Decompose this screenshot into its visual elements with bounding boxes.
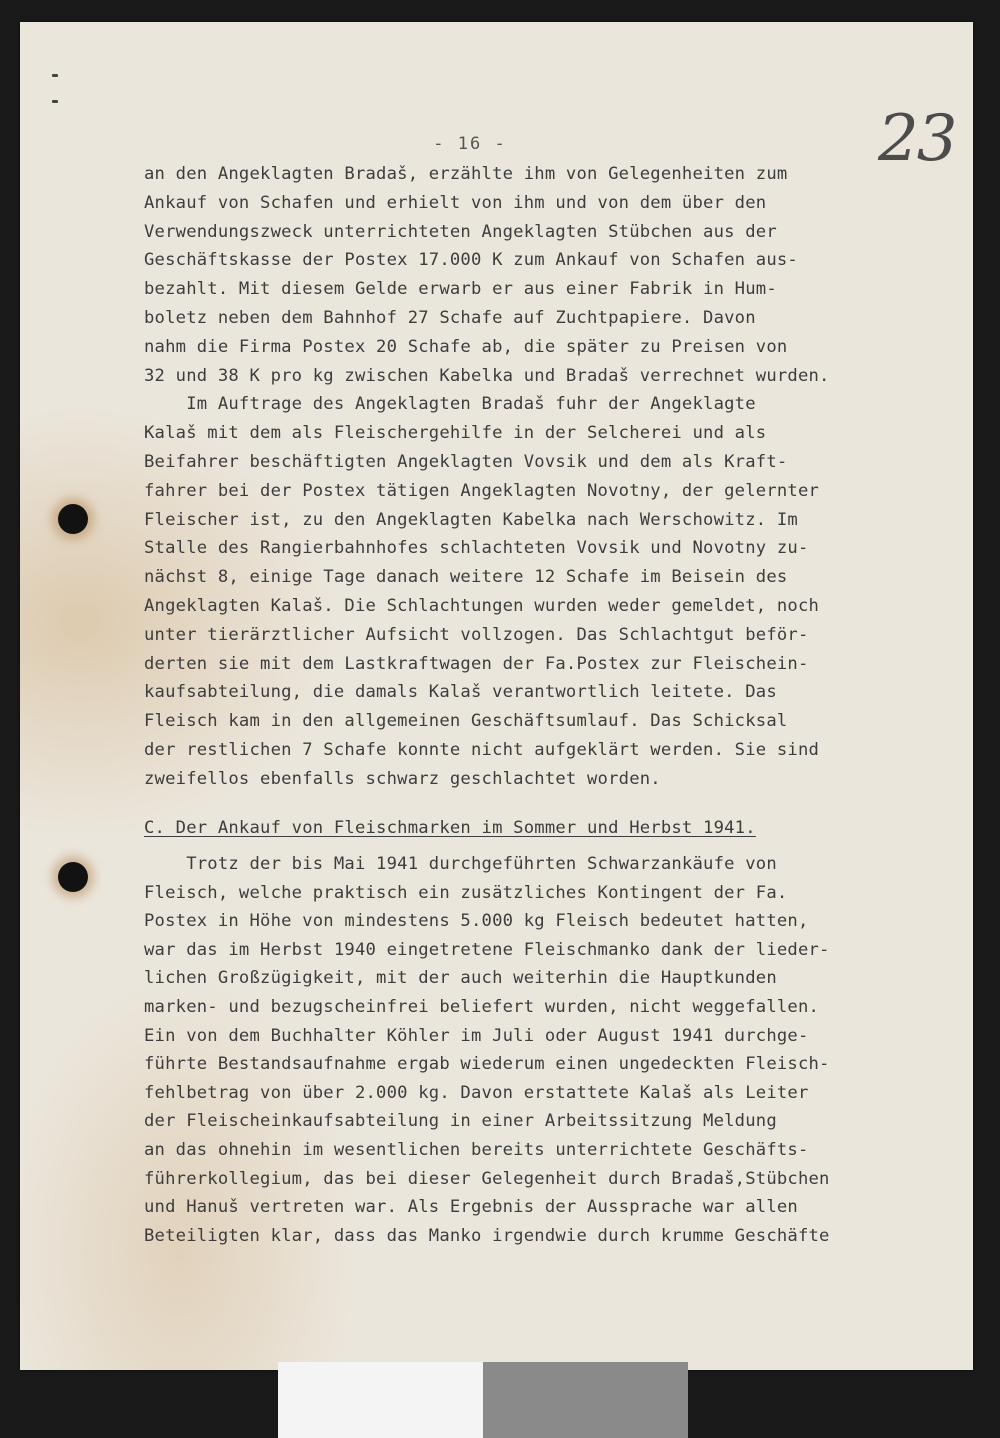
staple-mark xyxy=(52,100,58,103)
section-text-line: war das im Herbst 1940 eingetretene Fleischmanko dank der lieder- xyxy=(144,939,830,960)
body-text-line: 32 und 38 K pro kg zwischen Kabelka und Bradaš verrechnet wurden. xyxy=(144,365,830,386)
handwritten-page-number: 23 xyxy=(878,102,956,176)
body-text-line: zweifellos ebenfalls schwarz geschlachtet worden. xyxy=(144,768,661,789)
body-text-line: Verwendungszweck unterrichteten Angeklagten Stübchen aus der xyxy=(144,221,777,242)
section-text-line: führerkollegium, das bei dieser Gelegenheit durch Bradaš,Stübchen xyxy=(144,1168,830,1189)
punch-hole-bottom xyxy=(58,862,88,892)
section-text-line: Beteiligten klar, dass das Manko irgendwie durch krumme Geschäfte xyxy=(144,1225,830,1246)
section-text-line: Postex in Höhe von mindestens 5.000 kg Fleisch bedeutet hatten, xyxy=(144,911,809,932)
body-text-line: Im Auftrage des Angeklagten Bradaš fuhr der Angeklagte xyxy=(144,394,756,415)
section-text-line: der Fleischeinkaufsabteilung in einer Arbeitssitzung Meldung xyxy=(144,1111,777,1132)
section-text-line: Trotz der bis Mai 1941 durchgeführten Schwarzankäufe von xyxy=(144,854,777,874)
body-text-line: Geschäftskasse der Postex 17.000 K zum Ankauf von Schafen aus- xyxy=(144,250,798,271)
calibration-gray-patch xyxy=(483,1362,688,1438)
section-text-line: Fleisch, welche praktisch ein zusätzliches Kontingent der Fa. xyxy=(144,882,788,903)
section-text-line: führte Bestandsaufnahme ergab wiederum einen ungedeckten Fleisch- xyxy=(144,1054,830,1075)
calibration-white-patch xyxy=(278,1362,483,1438)
body-text-line: boletz neben dem Bahnhof 27 Schafe auf Zuchtpapiere. Davon xyxy=(144,308,756,328)
section-text-line: Ein von dem Buchhalter Köhler im Juli oder August 1941 durchge- xyxy=(144,1025,809,1046)
body-text-line: Fleisch kam in den allgemeinen Geschäftsumlauf. Das Schicksal xyxy=(144,711,788,732)
section-text-line: marken- und bezugscheinfrei beliefert wurden, nicht weggefallen. xyxy=(144,997,820,1017)
body-text-line: Fleischer ist, zu den Angeklagten Kabelka nach Werschowitz. Im xyxy=(144,509,798,530)
section-text-line: lichen Großzügigkeit, mit der auch weiterhin die Hauptkunden xyxy=(144,968,777,989)
body-text-line: unter tierärztlicher Aufsicht vollzogen. Das Schlachtgut beför- xyxy=(144,624,809,645)
body-text-line: Angeklagten Kalaš. Die Schlachtungen wurden weder gemeldet, noch xyxy=(144,596,820,616)
body-text-line: an den Angeklagten Bradaš, erzählte ihm von Gelegenheiten zum xyxy=(144,164,788,184)
body-text-line: Beifahrer beschäftigten Angeklagten Vovsik und dem als Kraft- xyxy=(144,452,788,472)
body-text-line: derten sie mit dem Lastkraftwagen der Fa.Postex zur Fleischein- xyxy=(144,653,809,674)
body-text-line: bezahlt. Mit diesem Gelde erwarb er aus einer Fabrik in Hum- xyxy=(144,279,777,300)
page-number: - 16 - xyxy=(433,134,507,154)
section-text-line: an das ohnehin im wesentlichen bereits unterrichtete Geschäfts- xyxy=(144,1140,809,1160)
body-text-line: Stalle des Rangierbahnhofes schlachteten Vovsik und Novotny zu- xyxy=(144,538,809,559)
section-heading: C. Der Ankauf von Fleischmarken im Sommer und Herbst 1941. xyxy=(144,818,756,838)
body-text-line: Ankauf von Schafen und erhielt von ihm und von dem über den xyxy=(144,192,767,213)
body-text-line: fahrer bei der Postex tätigen Angeklagten Novotny, der gelernter xyxy=(144,480,820,501)
section-text-line: fehlbetrag von über 2.000 kg. Davon erstattete Kalaš als Leiter xyxy=(144,1082,809,1103)
document-page xyxy=(20,22,973,1370)
section-text-line: und Hanuš vertreten war. Als Ergebnis der Aussprache war allen xyxy=(144,1197,798,1218)
body-text-line: nahm die Firma Postex 20 Schafe ab, die später zu Preisen von xyxy=(144,336,788,357)
body-text-line: nächst 8, einige Tage danach weitere 12 Schafe im Beisein des xyxy=(144,567,788,588)
punch-hole-top xyxy=(58,504,88,534)
body-text-line: Kalaš mit dem als Fleischergehilfe in der Selcherei und als xyxy=(144,423,767,444)
staple-mark xyxy=(52,74,58,77)
calibration-strip xyxy=(278,1362,688,1438)
body-text-line: der restlichen 7 Schafe konnte nicht aufgeklärt werden. Sie sind xyxy=(144,740,820,760)
body-text-line: kaufsabteilung, die damals Kalaš verantwortlich leitete. Das xyxy=(144,682,777,703)
